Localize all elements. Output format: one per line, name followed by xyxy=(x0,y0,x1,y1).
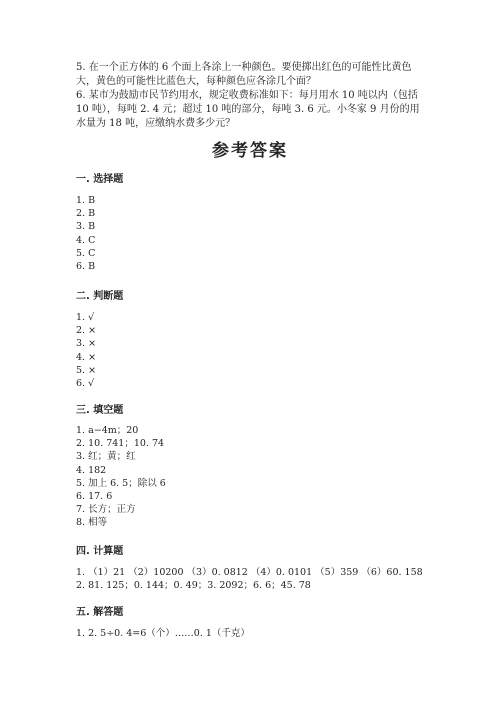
answer-item: 2. 10. 741；10. 74 xyxy=(76,438,165,450)
answer-item: 8. 相等 xyxy=(76,517,108,529)
answer-item: 1. B xyxy=(76,195,96,206)
answer-item: 2. × xyxy=(76,325,97,337)
answer-item: 6. √ xyxy=(76,378,95,390)
answer-item: 2. 81. 125；0. 144；0. 49；3. 2092；6. 6；45. 78 xyxy=(76,580,311,592)
answer-item: 5. C xyxy=(76,247,96,259)
answer-item: 3. × xyxy=(76,338,97,350)
answer-title: 参考答案 xyxy=(212,141,288,161)
section-heading-choice: 一. 选择题 xyxy=(76,174,124,185)
answer-item: 5. × xyxy=(76,364,97,376)
answer-item: 1. 2. 5÷0. 4=6（个）……0. 1（千克） xyxy=(76,628,250,639)
answer-item: 4. C xyxy=(76,234,96,246)
section-answers-choice xyxy=(76,194,95,273)
section-heading-solve: 五. 解答题 xyxy=(76,607,124,618)
answer-item: 4. 182 xyxy=(76,464,107,476)
answer-item: 3. 红；黄；红 xyxy=(76,451,136,463)
answer-item: 1. a−4m；20 xyxy=(76,425,139,436)
section-heading-fill: 三. 填空题 xyxy=(76,405,124,416)
answer-item: 6. 17. 6 xyxy=(76,491,113,503)
answer-item: 6. B xyxy=(76,261,96,273)
answer-item: 4. × xyxy=(76,351,97,363)
section-answers-fill xyxy=(76,424,166,530)
section-answers-judgement xyxy=(76,311,96,390)
question-6: 6. 某市为鼓励市民节约用水，规定收费标准如下：每月用水 10 吨以内（包括 10 吨），每吨 2. 4 元；超过 10 吨的部分，每吨 3. 6 元。小冬家 9 月份的用水量为 18 吨，应缴纳水费多少元？ xyxy=(76,90,420,129)
answer-item: 7. 长方；正方 xyxy=(76,504,136,516)
answer-item: 1. √ xyxy=(76,312,95,323)
answer-item: 5. 加上 6. 5；除以 6 xyxy=(76,477,166,489)
section-answers-calc xyxy=(76,566,423,592)
section-heading-calc: 四. 计算题 xyxy=(76,546,124,557)
answer-item: 2. B xyxy=(76,208,96,220)
answer-item: 3. B xyxy=(76,221,96,233)
section-answers-solve xyxy=(76,627,250,640)
section-heading-judgement: 二. 判断题 xyxy=(76,291,124,302)
answer-item: 1. （1）21 （2）10200 （3）0. 0812 （4）0. 0101 （5）359 （6）60. 158 xyxy=(76,567,423,578)
question-5: 5. 在一个正方体的 6 个面上各涂上一种颜色。要使掷出红色的可能性比黄色大，黄色的可能性比蓝色大，每种颜色应各涂几个面？ xyxy=(76,62,412,87)
